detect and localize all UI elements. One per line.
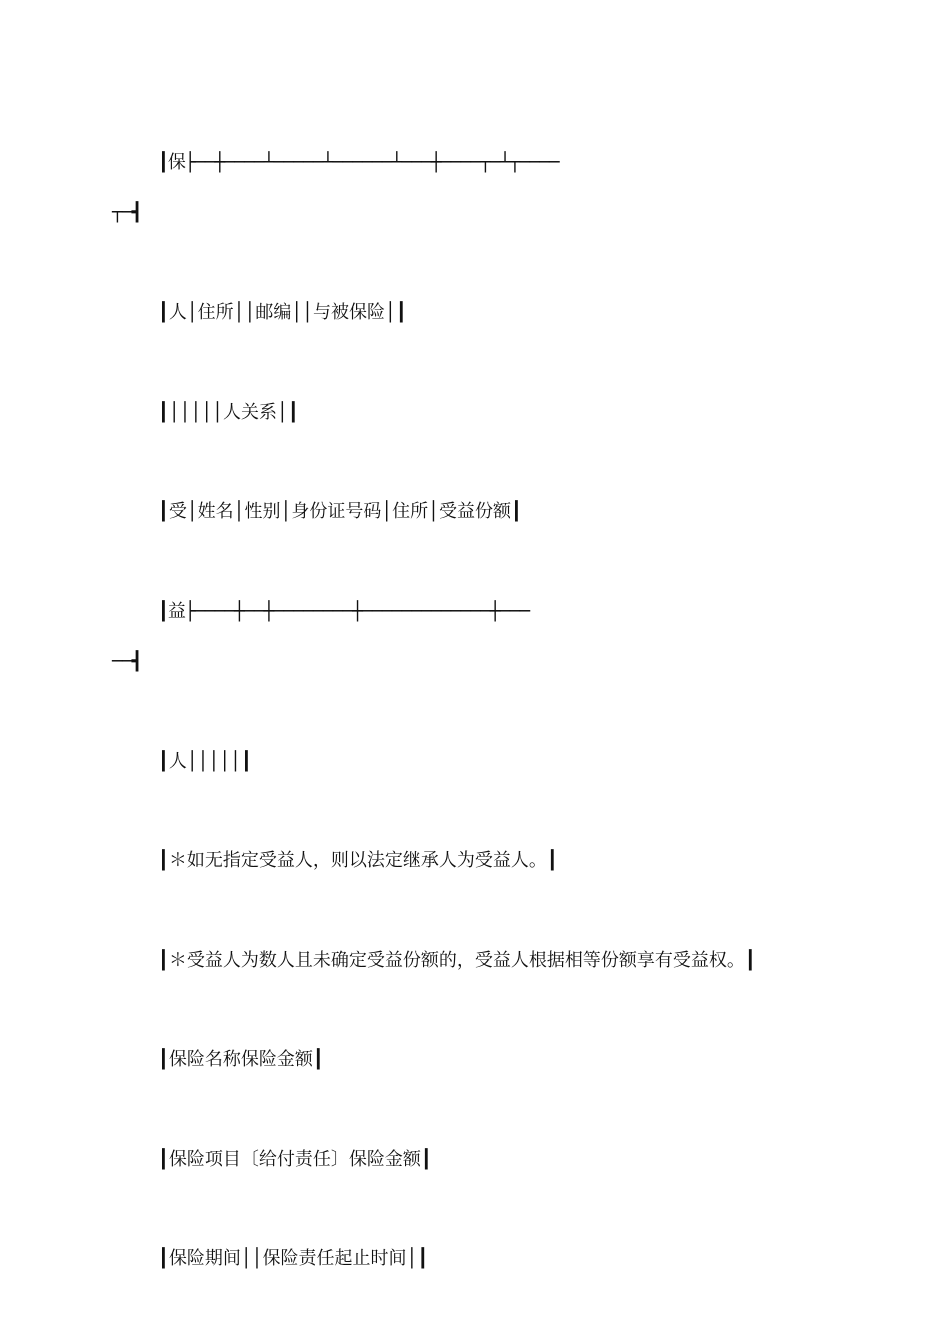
policyholder-table-border-wrap: ┬─┫ bbox=[112, 202, 142, 223]
beneficiary-empty-row: ┃人│││││┃ bbox=[158, 751, 252, 772]
policyholder-address-row: ┃人│住所││邮编││与被保险│┃ bbox=[158, 302, 407, 323]
insurance-name-amount-row: ┃保险名称保险金额┃ bbox=[158, 1049, 324, 1070]
insurance-period-row: ┃保险期间││保险责任起止时间│┃ bbox=[158, 1248, 429, 1269]
policyholder-relation-row: ┃│││││人关系│┃ bbox=[158, 402, 299, 423]
beneficiary-note-2: ┃＊受益人为数人且未确定受益份额的，受益人根据相等份额享有受益权。┃ bbox=[158, 950, 756, 971]
beneficiary-separator-wrap: ──┫ bbox=[112, 651, 142, 672]
beneficiary-table-separator: ┃益├────┼──┼────────┼─────────────┼─── bbox=[158, 601, 530, 622]
policyholder-table-top-border: ┃保├──┼────┴─────┴──────┴───┼────┬─┴┬──── bbox=[158, 152, 559, 173]
insurance-item-amount-row: ┃保险项目〔给付责任〕保险金额┃ bbox=[158, 1149, 432, 1170]
beneficiary-note-1: ┃＊如无指定受益人，则以法定继承人为受益人。┃ bbox=[158, 850, 558, 871]
beneficiary-header-row: ┃受│姓名│性别│身份证号码│住所│受益份额┃ bbox=[158, 501, 522, 522]
